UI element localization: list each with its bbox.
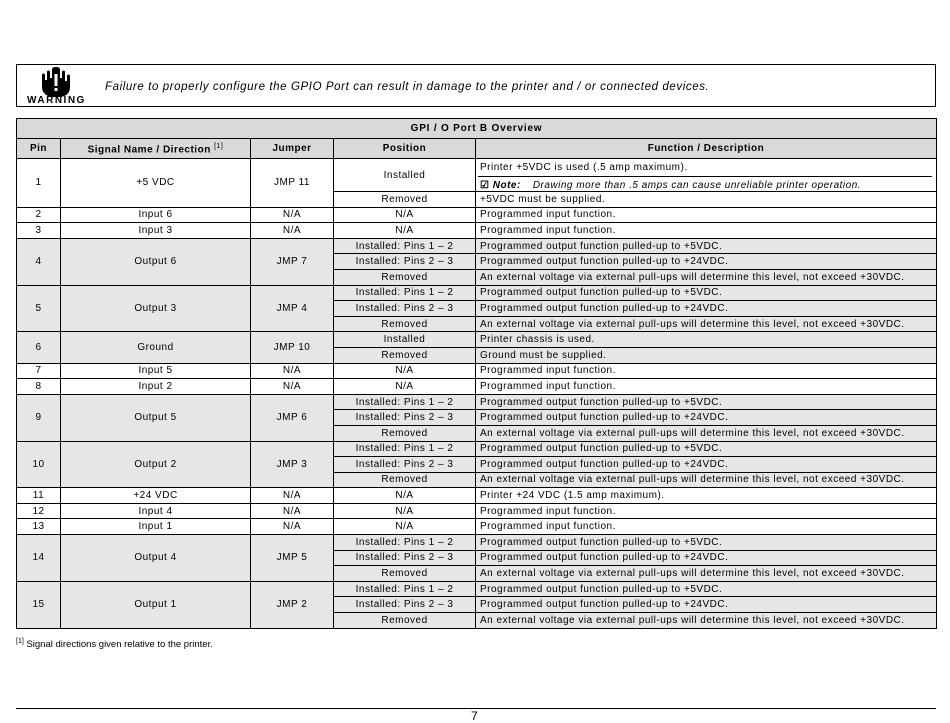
pin-cell: 8	[17, 379, 61, 395]
table-row	[17, 394, 937, 410]
position-cell: Installed: Pins 2 – 3	[334, 410, 476, 426]
pin-cell: 2	[17, 207, 61, 223]
table-row	[17, 379, 937, 395]
pin-cell: 9	[17, 394, 61, 441]
signal-cell: Input 5	[61, 363, 251, 379]
pin-cell: 7	[17, 363, 61, 379]
jumper-cell: N/A	[251, 503, 334, 519]
header-function: Function / Description	[476, 139, 937, 159]
position-cell: Installed: Pins 2 – 3	[334, 254, 476, 270]
note-text: Drawing more than .5 amps can cause unreliable printer operation.	[532, 180, 862, 191]
table-row	[17, 363, 937, 379]
header-signal-ref: [1]	[214, 143, 224, 151]
function-cell: Programmed output function pulled-up to +24VDC.	[476, 301, 937, 317]
jumper-cell: JMP 6	[251, 394, 334, 441]
header-jumper: Jumper	[251, 139, 334, 159]
signal-cell: Output 2	[61, 441, 251, 488]
header-position: Position	[334, 139, 476, 159]
function-cell: Programmed input function.	[476, 207, 937, 223]
position-cell: Removed	[334, 316, 476, 332]
position-cell: Installed: Pins 1 – 2	[334, 581, 476, 597]
pin-cell: 3	[17, 223, 61, 239]
pin-cell: 13	[17, 519, 61, 535]
position-cell: Installed: Pins 2 – 3	[334, 457, 476, 473]
position-cell: Removed	[334, 269, 476, 285]
position-cell: Installed: Pins 1 – 2	[334, 535, 476, 551]
header-signal-label: Signal Name / Direction	[87, 144, 211, 156]
position-cell: N/A	[334, 503, 476, 519]
function-text: Printer +5VDC is used (.5 amp maximum).	[480, 162, 688, 173]
position-cell: Installed: Pins 1 – 2	[334, 441, 476, 457]
function-cell: Programmed input function.	[476, 223, 937, 239]
jumper-cell: JMP 10	[251, 332, 334, 363]
pin-cell: 12	[17, 503, 61, 519]
pin-cell: 11	[17, 488, 61, 504]
function-cell: Programmed output function pulled-up to +5VDC.	[476, 441, 937, 457]
function-cell: Programmed output function pulled-up to +5VDC.	[476, 394, 937, 410]
note	[478, 176, 932, 192]
function-cell: An external voltage via external pull-ups will determine this level, not exceed +30VDC.	[476, 613, 937, 629]
table-row	[17, 519, 937, 535]
warning-message: Failure to properly configure the GPIO Port can result in damage to the printer and / or connected devices.	[105, 81, 710, 93]
signal-cell: Output 3	[61, 285, 251, 332]
jumper-cell: JMP 3	[251, 441, 334, 488]
table-row	[17, 332, 937, 348]
position-cell: N/A	[334, 519, 476, 535]
signal-cell: Output 6	[61, 238, 251, 285]
table-row	[17, 285, 937, 301]
position-cell: Installed: Pins 1 – 2	[334, 394, 476, 410]
function-cell: Programmed output function pulled-up to +24VDC.	[476, 254, 937, 270]
signal-cell: Input 4	[61, 503, 251, 519]
function-cell: Ground must be supplied.	[476, 347, 937, 363]
function-cell: Programmed output function pulled-up to +5VDC.	[476, 535, 937, 551]
jumper-cell: N/A	[251, 207, 334, 223]
signal-cell: +5 VDC	[61, 159, 251, 208]
function-cell: Programmed output function pulled-up to +5VDC.	[476, 238, 937, 254]
table-row	[17, 207, 937, 223]
pin-cell: 6	[17, 332, 61, 363]
function-cell	[476, 159, 937, 192]
signal-cell: Ground	[61, 332, 251, 363]
table-row	[17, 488, 937, 504]
pin-cell: 14	[17, 535, 61, 582]
function-cell: An external voltage via external pull-ups will determine this level, not exceed +30VDC.	[476, 472, 937, 488]
table-row	[17, 441, 937, 457]
table-row	[17, 238, 937, 254]
function-cell: Programmed output function pulled-up to +24VDC.	[476, 550, 937, 566]
footnote	[16, 638, 213, 650]
position-cell: Removed	[334, 566, 476, 582]
position-cell: Installed: Pins 2 – 3	[334, 301, 476, 317]
function-cell: Programmed input function.	[476, 379, 937, 395]
jumper-cell: JMP 11	[251, 159, 334, 208]
signal-cell: +24 VDC	[61, 488, 251, 504]
pin-cell: 1	[17, 159, 61, 208]
function-cell: An external voltage via external pull-ups will determine this level, not exceed +30VDC.	[476, 425, 937, 441]
function-cell: Programmed input function.	[476, 519, 937, 535]
pin-cell: 5	[17, 285, 61, 332]
jumper-cell: N/A	[251, 223, 334, 239]
table-title: GPI / O Port B Overview	[17, 119, 937, 139]
jumper-cell: N/A	[251, 363, 334, 379]
signal-cell: Input 2	[61, 379, 251, 395]
signal-cell: Input 3	[61, 223, 251, 239]
signal-cell: Output 4	[61, 535, 251, 582]
position-cell: Installed: Pins 1 – 2	[334, 238, 476, 254]
warning-label: WARNING	[27, 95, 86, 106]
header-pin: Pin	[17, 139, 61, 159]
position-cell: N/A	[334, 379, 476, 395]
pin-cell: 15	[17, 581, 61, 628]
position-cell: Removed	[334, 425, 476, 441]
jumper-cell: N/A	[251, 379, 334, 395]
signal-cell: Output 1	[61, 581, 251, 628]
table-row	[17, 535, 937, 551]
footnote-text: Signal directions given relative to the printer.	[26, 639, 213, 651]
signal-cell: Input 1	[61, 519, 251, 535]
jumper-cell: N/A	[251, 488, 334, 504]
function-cell: Programmed output function pulled-up to +5VDC.	[476, 581, 937, 597]
checkbox-note-icon: ☑	[480, 180, 490, 191]
function-cell: An external voltage via external pull-ups will determine this level, not exceed +30VDC.	[476, 316, 937, 332]
page-number: 7	[471, 709, 478, 723]
table-row	[17, 503, 937, 519]
function-cell: +5VDC must be supplied.	[476, 192, 937, 208]
position-cell: N/A	[334, 207, 476, 223]
jumper-cell: JMP 7	[251, 238, 334, 285]
position-cell: Installed: Pins 2 – 3	[334, 597, 476, 613]
function-cell: Programmed output function pulled-up to +24VDC.	[476, 597, 937, 613]
function-cell: An external voltage via external pull-ups will determine this level, not exceed +30VDC.	[476, 566, 937, 582]
position-cell: Removed	[334, 192, 476, 208]
pin-cell: 4	[17, 238, 61, 285]
table-row	[17, 223, 937, 239]
position-cell: N/A	[334, 363, 476, 379]
jumper-cell: JMP 2	[251, 581, 334, 628]
hand-warning-icon	[39, 67, 73, 97]
position-cell: Installed: Pins 2 – 3	[334, 550, 476, 566]
function-cell: An external voltage via external pull-ups will determine this level, not exceed +30VDC.	[476, 269, 937, 285]
table-row	[17, 159, 937, 192]
position-cell: N/A	[334, 488, 476, 504]
position-cell: Removed	[334, 472, 476, 488]
function-cell: Printer +24 VDC (1.5 amp maximum).	[476, 488, 937, 504]
footnote-ref: [1]	[16, 638, 24, 645]
signal-cell: Output 5	[61, 394, 251, 441]
note-label: Note:	[492, 180, 521, 191]
function-cell: Programmed output function pulled-up to +24VDC.	[476, 457, 937, 473]
jumper-cell: JMP 5	[251, 535, 334, 582]
signal-cell: Input 6	[61, 207, 251, 223]
function-cell: Programmed input function.	[476, 363, 937, 379]
pin-cell: 10	[17, 441, 61, 488]
position-cell: Installed	[334, 159, 476, 192]
position-cell: Installed: Pins 1 – 2	[334, 285, 476, 301]
jumper-cell: N/A	[251, 519, 334, 535]
position-cell: N/A	[334, 223, 476, 239]
function-cell: Programmed input function.	[476, 503, 937, 519]
gpio-port-b-table	[16, 118, 937, 629]
position-cell: Removed	[334, 347, 476, 363]
position-cell: Removed	[334, 613, 476, 629]
table-row	[17, 581, 937, 597]
header-signal	[61, 139, 251, 159]
function-cell: Printer chassis is used.	[476, 332, 937, 348]
function-cell: Programmed output function pulled-up to +5VDC.	[476, 285, 937, 301]
function-cell: Programmed output function pulled-up to +24VDC.	[476, 410, 937, 426]
jumper-cell: JMP 4	[251, 285, 334, 332]
warning-box	[16, 64, 936, 107]
position-cell: Installed	[334, 332, 476, 348]
